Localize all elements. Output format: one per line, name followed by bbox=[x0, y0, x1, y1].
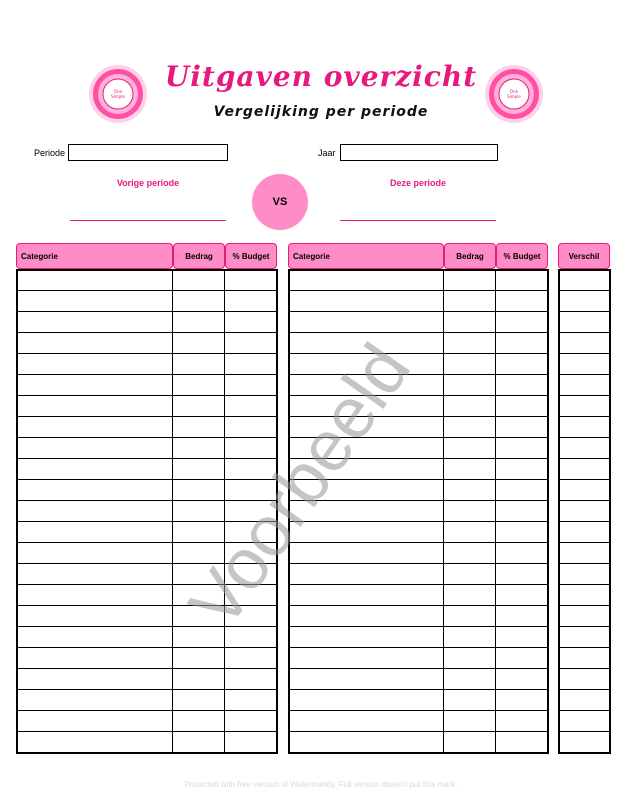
left-table-cell[interactable] bbox=[17, 732, 173, 753]
right-table-row bbox=[289, 627, 548, 648]
right-table-cell[interactable] bbox=[289, 543, 444, 564]
right-table-cell[interactable] bbox=[289, 648, 444, 669]
page-subtitle: Vergelijking per periode bbox=[213, 104, 429, 120]
right-table-cell[interactable] bbox=[289, 669, 444, 690]
diff-table-row bbox=[559, 459, 610, 480]
left-table-cell[interactable] bbox=[17, 690, 173, 711]
right-table-cell[interactable] bbox=[443, 438, 495, 459]
left-table-row bbox=[17, 480, 277, 501]
diff-table-row bbox=[559, 375, 610, 396]
right-table-cell[interactable] bbox=[495, 585, 547, 606]
diff-table-row bbox=[559, 543, 610, 564]
left-table-row bbox=[17, 312, 277, 333]
left-table-row bbox=[17, 354, 277, 375]
periode-label: Periode bbox=[34, 148, 66, 158]
left-table-cell[interactable] bbox=[224, 732, 276, 753]
diff-table-row bbox=[559, 270, 610, 291]
left-table-cell[interactable] bbox=[224, 669, 276, 690]
right-table-cell[interactable] bbox=[495, 312, 547, 333]
right-table-cell[interactable] bbox=[495, 438, 547, 459]
left-table-cell[interactable] bbox=[172, 438, 224, 459]
right-table-row bbox=[289, 690, 548, 711]
left-table-row bbox=[17, 711, 277, 732]
svg-text:One: One bbox=[509, 89, 519, 94]
right-table-cell[interactable] bbox=[289, 606, 444, 627]
left-table-cell[interactable] bbox=[172, 396, 224, 417]
right-table-cell[interactable] bbox=[443, 585, 495, 606]
right-table-row bbox=[289, 270, 548, 291]
left-table-cell[interactable] bbox=[17, 312, 173, 333]
left-table-cell[interactable] bbox=[17, 648, 173, 669]
left-table-cell[interactable] bbox=[172, 333, 224, 354]
left-table-cell[interactable] bbox=[17, 438, 173, 459]
right-table-cell[interactable] bbox=[443, 375, 495, 396]
diff-table-cell[interactable] bbox=[559, 480, 610, 501]
left-table-cell[interactable] bbox=[224, 375, 276, 396]
left-table-cell[interactable] bbox=[224, 690, 276, 711]
watermark-text: Voorbeeld bbox=[174, 330, 426, 642]
right-table-cell[interactable] bbox=[443, 312, 495, 333]
left-table-cell[interactable] bbox=[172, 375, 224, 396]
left-table-cell[interactable] bbox=[172, 291, 224, 312]
svg-text:Simple: Simple bbox=[507, 94, 521, 99]
left-table-row bbox=[17, 417, 277, 438]
periode-field[interactable] bbox=[68, 144, 228, 161]
left-table-row bbox=[17, 669, 277, 690]
diff-table-row bbox=[559, 333, 610, 354]
diff-table-cell[interactable] bbox=[559, 501, 610, 522]
diff-table-cell[interactable] bbox=[559, 438, 610, 459]
diff-table-row bbox=[559, 438, 610, 459]
left-table-cell[interactable] bbox=[172, 480, 224, 501]
right-table-cell[interactable] bbox=[495, 711, 547, 732]
diff-table-cell[interactable] bbox=[559, 711, 610, 732]
jaar-label: Jaar bbox=[318, 148, 336, 158]
diff-table-cell[interactable] bbox=[559, 291, 610, 312]
left-table-row bbox=[17, 375, 277, 396]
right-table-cell[interactable] bbox=[495, 606, 547, 627]
right-table-cell[interactable] bbox=[443, 291, 495, 312]
left-header-budget: % Budget bbox=[225, 243, 277, 269]
right-table-cell[interactable] bbox=[443, 627, 495, 648]
right-table-cell[interactable] bbox=[443, 501, 495, 522]
left-table-cell[interactable] bbox=[17, 291, 173, 312]
right-table-row bbox=[289, 648, 548, 669]
left-table-row bbox=[17, 291, 277, 312]
left-table-cell[interactable] bbox=[172, 501, 224, 522]
right-header-bedrag: Bedrag bbox=[444, 243, 496, 269]
left-table-cell[interactable] bbox=[17, 354, 173, 375]
diff-table-cell[interactable] bbox=[559, 333, 610, 354]
diff-table-cell[interactable] bbox=[559, 396, 610, 417]
left-table-cell[interactable] bbox=[172, 669, 224, 690]
right-table-cell[interactable] bbox=[443, 333, 495, 354]
left-table-cell[interactable] bbox=[224, 333, 276, 354]
left-table-cell[interactable] bbox=[224, 648, 276, 669]
left-table-cell[interactable] bbox=[224, 291, 276, 312]
right-table-cell[interactable] bbox=[443, 417, 495, 438]
left-header-categorie: Categorie bbox=[16, 243, 173, 269]
diff-table-cell[interactable] bbox=[559, 669, 610, 690]
deze-periode-label: Deze periode bbox=[389, 178, 447, 188]
diff-table-row bbox=[559, 711, 610, 732]
diff-table-row bbox=[559, 354, 610, 375]
diff-table-row bbox=[559, 501, 610, 522]
left-table-cell[interactable] bbox=[172, 459, 224, 480]
page-title: Uitgaven overzicht bbox=[164, 60, 478, 93]
diff-table-row bbox=[559, 627, 610, 648]
right-table-cell[interactable] bbox=[495, 543, 547, 564]
diff-table-row bbox=[559, 312, 610, 333]
right-table-cell[interactable] bbox=[443, 270, 495, 291]
left-table-cell[interactable] bbox=[17, 711, 173, 732]
right-table-cell[interactable] bbox=[495, 270, 547, 291]
right-table-cell[interactable] bbox=[495, 417, 547, 438]
right-table-cell[interactable] bbox=[289, 564, 444, 585]
right-table-cell[interactable] bbox=[443, 606, 495, 627]
footer-notice: Protected with free version of Watermarkly. Full version doesn't put this mark. bbox=[184, 780, 458, 789]
right-table-cell[interactable] bbox=[289, 291, 444, 312]
left-table-cell[interactable] bbox=[224, 354, 276, 375]
right-table-row bbox=[289, 585, 548, 606]
left-table-cell[interactable] bbox=[172, 270, 224, 291]
diff-table-row bbox=[559, 522, 610, 543]
left-table-cell[interactable] bbox=[17, 564, 173, 585]
left-header-bedrag: Bedrag bbox=[173, 243, 225, 269]
diff-table-cell[interactable] bbox=[559, 543, 610, 564]
right-table-cell[interactable] bbox=[495, 291, 547, 312]
left-table-cell[interactable] bbox=[224, 711, 276, 732]
diff-table-cell[interactable] bbox=[559, 354, 610, 375]
diff-table-cell[interactable] bbox=[559, 270, 610, 291]
left-table-cell[interactable] bbox=[224, 438, 276, 459]
vorige-periode-line[interactable] bbox=[70, 220, 226, 221]
right-table-cell[interactable] bbox=[289, 270, 444, 291]
right-table-cell[interactable] bbox=[289, 690, 444, 711]
diff-table-row bbox=[559, 417, 610, 438]
right-table-row bbox=[289, 711, 548, 732]
left-table-cell[interactable] bbox=[17, 606, 173, 627]
right-table-cell[interactable] bbox=[495, 627, 547, 648]
left-table-cell[interactable] bbox=[17, 543, 173, 564]
diff-table-cell[interactable] bbox=[559, 627, 610, 648]
left-table-cell[interactable] bbox=[17, 417, 173, 438]
diff-table-cell[interactable] bbox=[559, 648, 610, 669]
left-table-cell[interactable] bbox=[17, 480, 173, 501]
diff-table-row bbox=[559, 732, 610, 753]
left-table-row bbox=[17, 690, 277, 711]
right-table-row bbox=[289, 669, 548, 690]
deze-periode-line[interactable] bbox=[340, 220, 496, 221]
diff-header-verschil: Verschil bbox=[558, 243, 610, 269]
right-table-cell[interactable] bbox=[443, 669, 495, 690]
left-table-cell[interactable] bbox=[172, 732, 224, 753]
diff-table-cell[interactable] bbox=[559, 375, 610, 396]
right-table-cell[interactable] bbox=[443, 543, 495, 564]
left-table-cell[interactable] bbox=[172, 354, 224, 375]
left-table-cell[interactable] bbox=[224, 270, 276, 291]
diff-table-cell[interactable] bbox=[559, 690, 610, 711]
right-table-cell[interactable] bbox=[443, 522, 495, 543]
right-table-cell[interactable] bbox=[495, 522, 547, 543]
right-table-cell[interactable] bbox=[495, 732, 547, 753]
diff-table-cell[interactable] bbox=[559, 312, 610, 333]
right-table-cell[interactable] bbox=[443, 690, 495, 711]
svg-text:One: One bbox=[113, 89, 123, 94]
right-table-cell[interactable] bbox=[495, 564, 547, 585]
right-table-cell[interactable] bbox=[495, 396, 547, 417]
diff-table-row bbox=[559, 669, 610, 690]
diff-table-row bbox=[559, 291, 610, 312]
right-table-cell[interactable] bbox=[443, 459, 495, 480]
right-table-cell[interactable] bbox=[289, 711, 444, 732]
right-table-cell[interactable] bbox=[289, 732, 444, 753]
left-table-row bbox=[17, 396, 277, 417]
diff-table-cell[interactable] bbox=[559, 522, 610, 543]
right-table-row bbox=[289, 522, 548, 543]
left-table-row bbox=[17, 333, 277, 354]
diff-table-row bbox=[559, 648, 610, 669]
right-table-cell[interactable] bbox=[495, 375, 547, 396]
left-table-cell[interactable] bbox=[17, 522, 173, 543]
right-table-cell[interactable] bbox=[443, 354, 495, 375]
right-table-row bbox=[289, 606, 548, 627]
left-table-cell[interactable] bbox=[17, 333, 173, 354]
right-table-cell[interactable] bbox=[495, 333, 547, 354]
right-table-cell[interactable] bbox=[495, 354, 547, 375]
right-table-row bbox=[289, 312, 548, 333]
right-header-categorie: Categorie bbox=[288, 243, 444, 269]
right-table-cell[interactable] bbox=[495, 690, 547, 711]
right-table-cell[interactable] bbox=[443, 711, 495, 732]
diff-table-row bbox=[559, 690, 610, 711]
right-table-row bbox=[289, 543, 548, 564]
right-table-cell[interactable] bbox=[289, 585, 444, 606]
left-table-cell[interactable] bbox=[172, 417, 224, 438]
right-table-cell[interactable] bbox=[495, 648, 547, 669]
left-table-cell[interactable] bbox=[17, 396, 173, 417]
left-table-cell[interactable] bbox=[172, 711, 224, 732]
diff-table-row bbox=[559, 480, 610, 501]
left-table-row bbox=[17, 438, 277, 459]
diff-table-row bbox=[559, 606, 610, 627]
diff-table-cell[interactable] bbox=[559, 564, 610, 585]
left-table-row bbox=[17, 270, 277, 291]
diff-table-row bbox=[559, 564, 610, 585]
left-table-row bbox=[17, 459, 277, 480]
left-table-cell[interactable] bbox=[17, 669, 173, 690]
left-table-row bbox=[17, 732, 277, 753]
diff-table-cell[interactable] bbox=[559, 732, 610, 753]
left-table-cell[interactable] bbox=[224, 312, 276, 333]
right-table-cell[interactable] bbox=[495, 669, 547, 690]
right-table-cell[interactable] bbox=[495, 480, 547, 501]
vorige-periode-label: Vorige periode bbox=[116, 178, 180, 188]
right-table-cell[interactable] bbox=[495, 459, 547, 480]
left-table-cell[interactable] bbox=[224, 396, 276, 417]
svg-text:Simple: Simple bbox=[111, 94, 125, 99]
left-table-cell[interactable] bbox=[17, 501, 173, 522]
right-table-cell[interactable] bbox=[443, 732, 495, 753]
left-table-cell[interactable] bbox=[17, 459, 173, 480]
right-table-row bbox=[289, 333, 548, 354]
right-table-cell[interactable] bbox=[443, 396, 495, 417]
diff-table-row bbox=[559, 585, 610, 606]
right-table-cell[interactable] bbox=[443, 480, 495, 501]
left-table-cell[interactable] bbox=[172, 312, 224, 333]
right-table-cell[interactable] bbox=[289, 627, 444, 648]
vs-badge: VS bbox=[252, 174, 308, 230]
right-table-row bbox=[289, 564, 548, 585]
left-table-cell[interactable] bbox=[17, 270, 173, 291]
left-table-cell[interactable] bbox=[224, 417, 276, 438]
left-table-row bbox=[17, 648, 277, 669]
diff-table-cell[interactable] bbox=[559, 606, 610, 627]
left-table-cell[interactable] bbox=[172, 690, 224, 711]
left-table-cell[interactable] bbox=[172, 648, 224, 669]
right-table-cell[interactable] bbox=[443, 564, 495, 585]
right-table-row bbox=[289, 732, 548, 753]
left-table-cell[interactable] bbox=[17, 585, 173, 606]
jaar-field[interactable] bbox=[340, 144, 498, 161]
left-table-cell[interactable] bbox=[17, 627, 173, 648]
diff-table-row bbox=[559, 396, 610, 417]
left-table-cell[interactable] bbox=[17, 375, 173, 396]
right-table-row bbox=[289, 291, 548, 312]
right-table-cell[interactable] bbox=[495, 501, 547, 522]
diff-table bbox=[558, 269, 610, 753]
diff-table-cell[interactable] bbox=[559, 459, 610, 480]
right-table-cell[interactable] bbox=[443, 648, 495, 669]
diff-table-cell[interactable] bbox=[559, 417, 610, 438]
diff-table-cell[interactable] bbox=[559, 585, 610, 606]
right-header-budget: % Budget bbox=[496, 243, 548, 269]
